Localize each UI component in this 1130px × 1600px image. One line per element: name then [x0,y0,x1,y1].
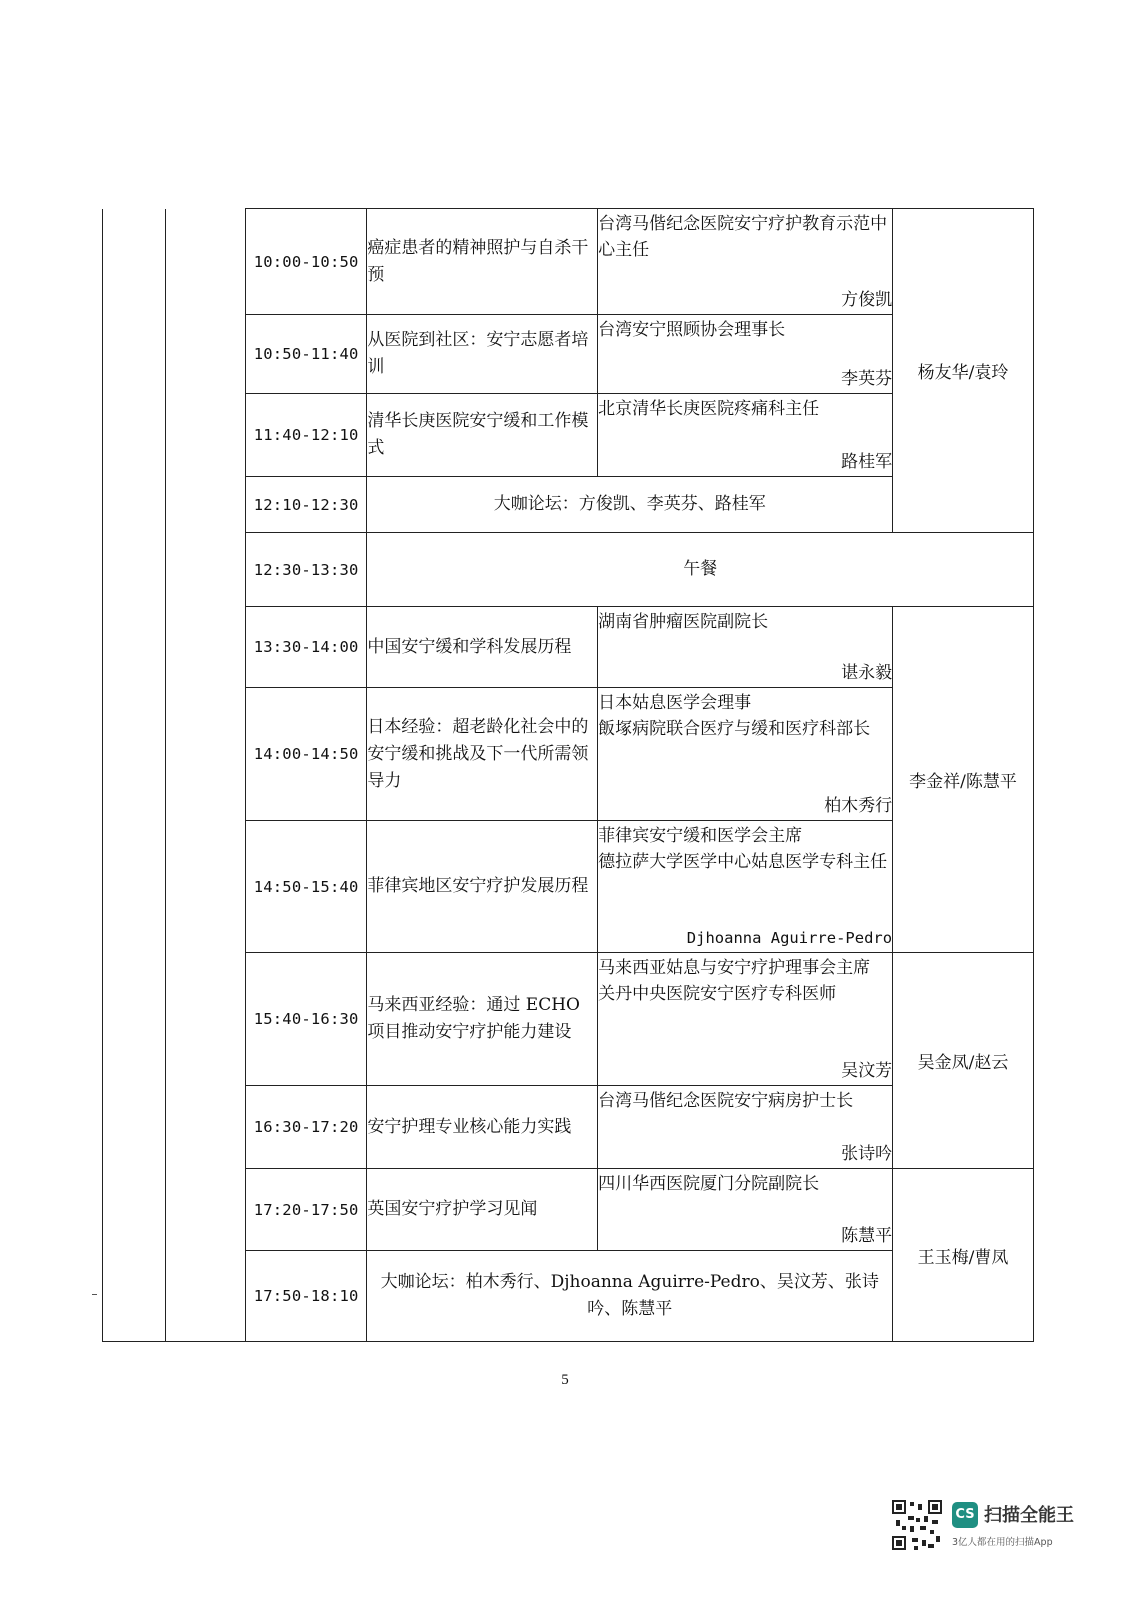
speaker-name: 谌永毅 [841,663,893,683]
session-time: 16:30-17:20 [245,1086,366,1169]
chair-cell: 杨友华/袁玲 [893,209,1034,533]
session-topic: 清华长庚医院安宁缓和工作模式 [367,394,598,477]
session-topic: 安宁护理专业核心能力实践 [367,1086,598,1169]
forum-time: 17:50-18:10 [245,1251,366,1342]
session-time: 17:20-17:50 [245,1169,366,1251]
speaker-name: 李英芬 [841,369,893,389]
scanner-app-name: 扫描全能王 [984,1505,1074,1526]
left-blank-column [103,209,166,1342]
session-time: 13:30-14:00 [245,607,366,688]
chair-cell: 王玉梅/曹凤 [893,1169,1034,1342]
speaker-cell [598,1169,893,1251]
session-time: 10:50-11:40 [245,315,366,394]
session-topic: 马来西亚经验：通过 ECHO 项目推动安宁疗护能力建设 [367,953,598,1086]
speaker-title: 菲律宾安宁缓和医学会主席 德拉萨大学医学中心姑息医学专科主任 [598,826,888,872]
chair-cell: 李金祥/陈慧平 [893,607,1034,953]
lunch-time: 12:30-13:30 [245,533,366,607]
speaker-name: 张诗吟 [841,1144,893,1164]
speaker-name: 方俊凯 [841,290,893,310]
speaker-cell [598,821,893,953]
second-blank-column [166,209,246,1342]
forum-time: 12:10-12:30 [245,477,366,533]
speaker-title: 台湾马偕纪念医院安宁病房护士长 [598,1091,854,1111]
schedule-table [102,208,1034,1342]
speaker-cell [598,953,893,1086]
scanner-watermark [892,1500,1092,1570]
qr-code-icon [892,1500,942,1550]
session-topic: 中国安宁缓和学科发展历程 [367,607,598,688]
speaker-cell [598,209,893,315]
speaker-title: 台湾马偕纪念医院安宁疗护教育示范中心主任 [598,214,888,260]
speaker-cell [598,607,893,688]
session-topic: 英国安宁疗护学习见闻 [367,1169,598,1251]
speaker-title: 湖南省肿瘤医院副院长 [598,612,769,632]
forum-text: 大咖论坛：方俊凯、李英芬、路桂军 [367,477,893,533]
session-time: 10:00-10:50 [245,209,366,315]
scanner-logo-icon: CS [952,1502,978,1528]
schedule-row [103,209,1034,315]
scanner-app-tagline: 3亿人都在用的扫描App [952,1537,1053,1548]
speaker-cell [598,315,893,394]
speaker-name: 路桂军 [841,452,893,472]
session-time: 14:50-15:40 [245,821,366,953]
session-time: 11:40-12:10 [245,394,366,477]
speaker-cell [598,688,893,821]
speaker-name: Djhoanna Aguirre-Pedro [686,929,893,947]
session-topic: 菲律宾地区安宁疗护发展历程 [367,821,598,953]
session-topic: 从医院到社区：安宁志愿者培训 [367,315,598,394]
forum-text: 大咖论坛：柏木秀行、Djhoanna Aguirre-Pedro、吴汶芳、张诗吟、陈慧平 [367,1251,893,1342]
speaker-title: 台湾安宁照顾协会理事长 [598,320,786,340]
speaker-title: 马来西亚姑息与安宁疗护理事会主席 关丹中央医院安宁医疗专科医师 [598,958,871,1004]
chair-cell: 吴金凤/赵云 [893,953,1034,1169]
session-topic: 日本经验：超老龄化社会中的安宁缓和挑战及下一代所需领导力 [367,688,598,821]
speaker-title: 北京清华长庚医院疼痛科主任 [598,399,820,419]
session-time: 15:40-16:30 [245,953,366,1086]
session-time: 14:00-14:50 [245,688,366,821]
speaker-name: 柏木秀行 [824,796,893,816]
speaker-name: 吴汶芳 [841,1061,893,1081]
speaker-title: 四川华西医院厦门分院副院长 [598,1174,820,1194]
scan-mark [92,1294,97,1295]
lunch-text: 午餐 [367,533,1034,607]
page-number: 5 [561,1372,569,1388]
session-topic: 癌症患者的精神照护与自杀干预 [367,209,598,315]
speaker-cell [598,394,893,477]
speaker-cell [598,1086,893,1169]
speaker-title: 日本姑息医学会理事 飯塚病院联合医疗与缓和医疗科部长 [598,693,871,739]
speaker-name: 陈慧平 [841,1226,893,1246]
